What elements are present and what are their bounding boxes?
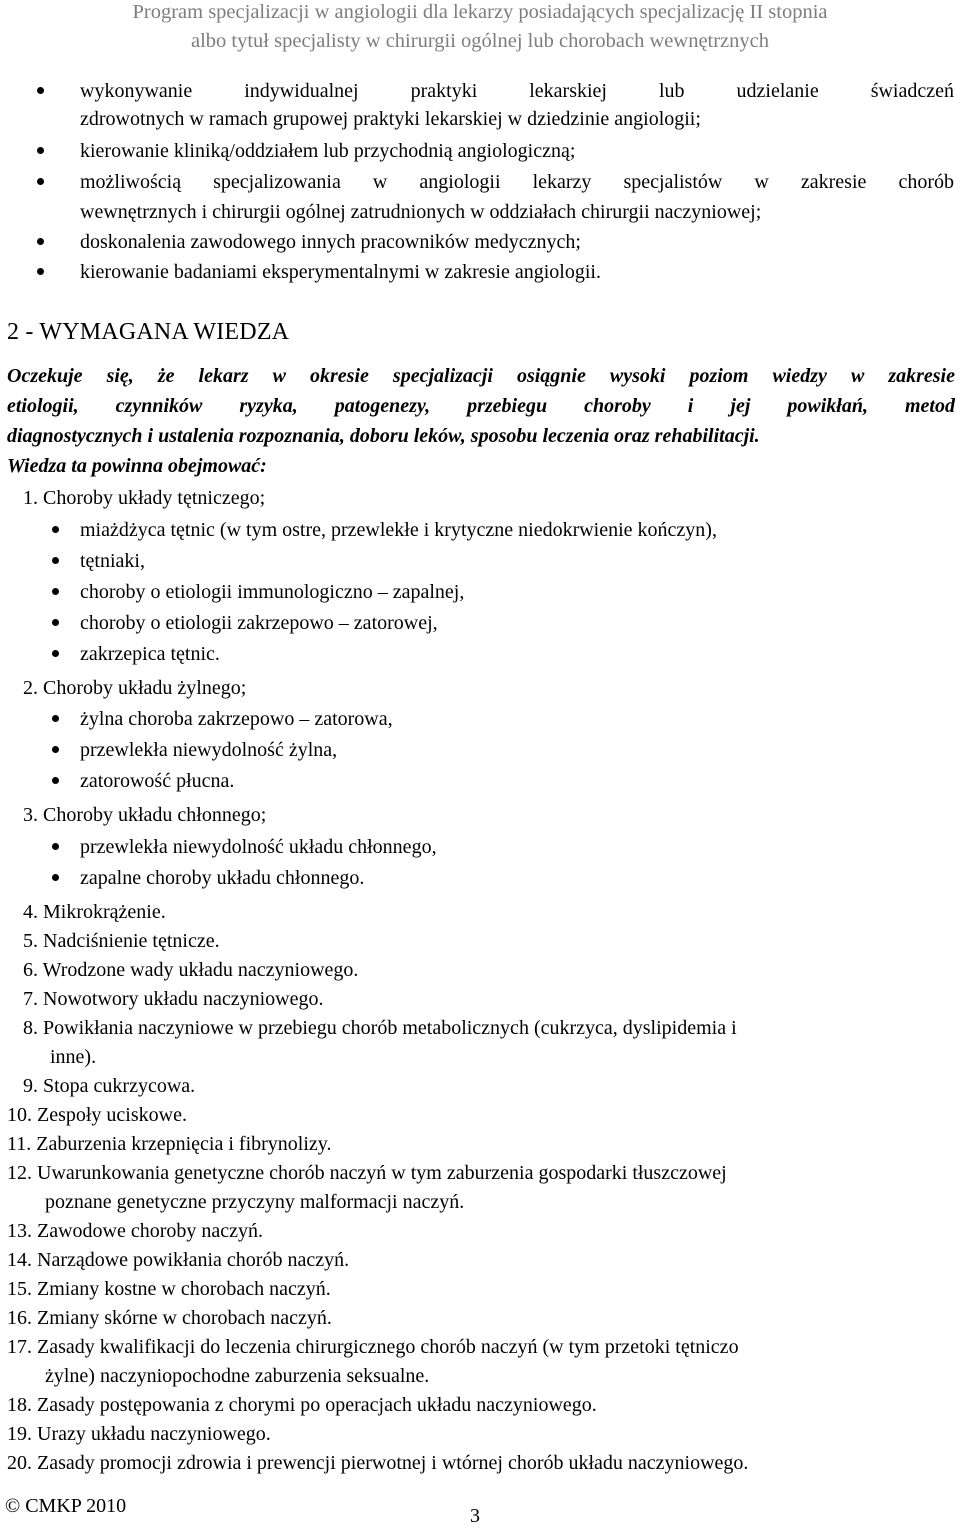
numbered-item [7,1333,739,1361]
bullet-icon [52,874,59,881]
item-text: Zaburzenia krzepnięcia i fibrynolizy. [36,1133,332,1155]
list-item-continuation: zdrowotnych w ramach grupowej praktyki lekarskiej w dziedzinie angiologii; [80,108,701,130]
item-text: Uwarunkowania genetyczne chorób naczyń w tym zaburzenia gospodarki tłuszczowej [37,1162,727,1184]
footer-copyright: © CMKP 2010 [5,1495,127,1517]
numbered-item [7,1449,748,1477]
bullet-icon [52,557,59,564]
numbered-item [23,1072,195,1100]
section-heading: 2 - WYMAGANA WIEDZA [7,319,290,345]
bullet-icon [52,526,59,533]
item-text: Powikłania naczyniowe w przebiegu chorób metabolicznych (cukrzyca, dyslipidemia i [43,1017,737,1039]
item-text: Nadciśnienie tętnicze. [43,930,220,952]
bullet-icon [52,777,59,784]
item-number: 9. [23,1075,38,1097]
bullet-icon [52,588,59,595]
item-number: 12. [7,1162,32,1184]
numbered-item [23,956,358,984]
item-number: 13. [7,1220,32,1242]
intro-line: diagnostycznych i ustalenia rozpoznania, doboru leków, sposobu leczenia oraz rehabilitacji. [7,425,760,447]
item-number: 1. [23,487,38,509]
numbered-item [7,1420,271,1448]
running-header-line2: albo tytuł specjalisty w chirurgii ogólnej lub chorobach wewnętrznych [190,30,770,52]
item-text: Wrodzone wady układu naczyniowego. [42,959,359,981]
item-text: Zasady kwalifikacji do leczenia chirurgicznego chorób naczyń (w tym przetoki tętniczo [37,1336,739,1358]
bullet-icon [52,619,59,626]
item-text: Nowotwory układu naczyniowego. [43,988,324,1010]
intro-line: etiologii, czynników ryzyka, patogenezy, przebiegu choroby i jej powikłań, metod [7,395,955,417]
item-number: 16. [7,1307,32,1329]
bullet-icon [52,650,59,657]
numbered-item [23,985,324,1013]
item-text: Choroby układy tętniczego; [43,487,266,509]
bullet-icon [37,147,44,154]
item-number: 11. [7,1133,32,1155]
bullet-icon [52,715,59,722]
item-number: 4. [23,901,38,923]
numbered-item [23,927,220,955]
item-number: 20. [7,1452,32,1474]
item-number: 3. [23,804,38,826]
numbered-item [7,1304,332,1332]
numbered-item [23,674,246,702]
numbered-item-continuation: inne). [50,1046,97,1068]
numbered-item [7,1275,331,1303]
item-text: Choroby układu chłonnego; [43,804,267,826]
item-number: 6. [23,959,38,981]
item-number: 19. [7,1423,32,1445]
running-header-line1: Program specjalizacji w angiologii dla lekarzy posiadających specjalizację II stopnia [132,1,828,23]
numbered-item [7,1246,349,1274]
item-number: 10. [7,1104,32,1126]
numbered-item [23,898,166,926]
bullet-icon [37,178,44,185]
item-text: Zespoły uciskowe. [37,1104,187,1126]
document-page: Program specjalizacji w angiologii dla lekarzy posiadających specjalizację II stopnia albo tytuł specjalisty w chirurgii ogólnej lub chorobach wewnętrznych wykonywanie indywidualnej praktyki lekarskiej lub udzielanie świadczeń zdrowotnych w ramach grupowej praktyki lekarskiej w dziedzinie angiologii; kierowanie kliniką/oddziałem lub przychodnią angiologiczną; możliwością specjalizowania w angiologii lekarzy specjalistów w zakresie chorób wewnętrznych i chirurgii ogólnej zatrudnionych w oddziałach chirurgii naczyniowej; doskonalenia zawodowego innych pracowników medycznych; kierowanie badaniami eksperymentalnymi w zakresie angiologii. 2 - WYMAGANA WIEDZA Oczekuje się, że lekarz w okresie specjalizacji osiągnie wysoki poziom wiedzy w zakresie etiologii, czynników ryzyka, patogenezy, przebiegu choroby i jej powikłań, metod diagnostycznych i ustalenia rozpoznania, doboru leków, sposobu leczenia oraz rehabilitacji. Wiedza ta powinna obejmować: 1. Choroby układy tętniczego; miażdżyca tętnic (w tym ostre, przewlekłe i krytyczne niedokrwienie kończyn), tętniaki, choroby o etiologii immunologiczno – zapalnej, choroby o etiologii zakrzepowo – zatorowej, zakrzepica tętnic. 2. Choroby układu żylnego; żylna choroba zakrzepowo – zatorowa, przewlekła niewydolność żylna, zatorowość płucna. 3. Choroby układu chłonnego; przewlekła niewydolność układu chłonnego, zapalne choroby układu chłonnego. 4. Mikrokrążenie. 5. Nadciśnienie tętnicze. 6. Wrodzone wady układu naczyniowego. 7. Nowotwory układu naczyniowego. 8. Powikłania naczyniowe w przebiegu chorób metabolicznych (cukrzyca, dyslipidemia i inne). 9. Stopa cukrzycowa. 10. Zespoły uciskowe. 11. Zaburzenia krzepnięcia i fibrynolizy. 12. Uwarunkowania genetyczne chorób naczyń w tym zaburzenia gospodarki tłuszczowej poznane genetyczne przyczyny malformacji naczyń. 13. Zawodowe choroby naczyń. 14. Narządowe powikłania chorób naczyń. 15. Zmiany kostne w chorobach naczyń. 16. Zmiany skórne w chorobach naczyń. 17. Zasady kwalifikacji do leczenia chirurgicznego chorób naczyń (w tym przetoki tętniczo żylne) naczyniopochodne zaburzenia seksualne. 18. Zasady postępowania z chorymi po operacjach układu naczyniowego. 19. Urazy układu naczyniowego. 20. Zasady promocji zdrowia i prewencji pierwotnej i wtórnej chorób układu naczyniowego. © CMKP 2010 3 [0,0,960,1525]
numbered-item [23,801,266,829]
list-item-continuation: wewnętrznych i chirurgii ogólnej zatrudnionych w oddziałach chirurgii naczyniowej; [80,201,762,223]
item-text: Stopa cukrzycowa. [43,1075,196,1097]
item-number: 7. [23,988,38,1010]
numbered-item [7,1159,727,1187]
item-text: Mikrokrążenie. [43,901,166,923]
intro-line: Oczekuje się, że lekarz w okresie specjalizacji osiągnie wysoki poziom wiedzy w zakresie [7,365,955,387]
numbered-item [7,1130,332,1158]
numbered-item [23,484,265,512]
bullet-icon [52,746,59,753]
item-text: Choroby układu żylnego; [43,677,247,699]
numbered-item [23,1014,737,1042]
item-text: Zmiany skórne w chorobach naczyń. [37,1307,332,1329]
item-number: 5. [23,930,38,952]
bullet-icon [37,87,44,94]
bullet-icon [37,238,44,245]
item-number: 18. [7,1394,32,1416]
item-text: Zmiany kostne w chorobach naczyń. [37,1278,331,1300]
item-text: Narządowe powikłania chorób naczyń. [37,1249,350,1271]
item-number: 14. [7,1249,32,1271]
item-number: 8. [23,1017,38,1039]
intro-line: Wiedza ta powinna obejmować: [7,455,267,477]
numbered-item [7,1217,263,1245]
numbered-item [7,1101,187,1129]
numbered-item-continuation: poznane genetyczne przyczyny malformacji naczyń. [45,1191,465,1213]
numbered-item-continuation: żylne) naczyniopochodne zaburzenia seksualne. [45,1365,430,1387]
item-text: Zasady postępowania z chorymi po operacjach układu naczyniowego. [37,1394,597,1416]
page-number: 3 [470,1505,480,1527]
item-number: 2. [23,677,38,699]
item-number: 17. [7,1336,32,1358]
item-number: 15. [7,1278,32,1300]
numbered-item [7,1391,597,1419]
item-text: Zawodowe choroby naczyń. [37,1220,264,1242]
item-text: Urazy układu naczyniowego. [37,1423,271,1445]
item-text: Zasady promocji zdrowia i prewencji pierwotnej i wtórnej chorób układu naczyniowego. [37,1452,749,1474]
bullet-icon [52,843,59,850]
bullet-icon [37,268,44,275]
